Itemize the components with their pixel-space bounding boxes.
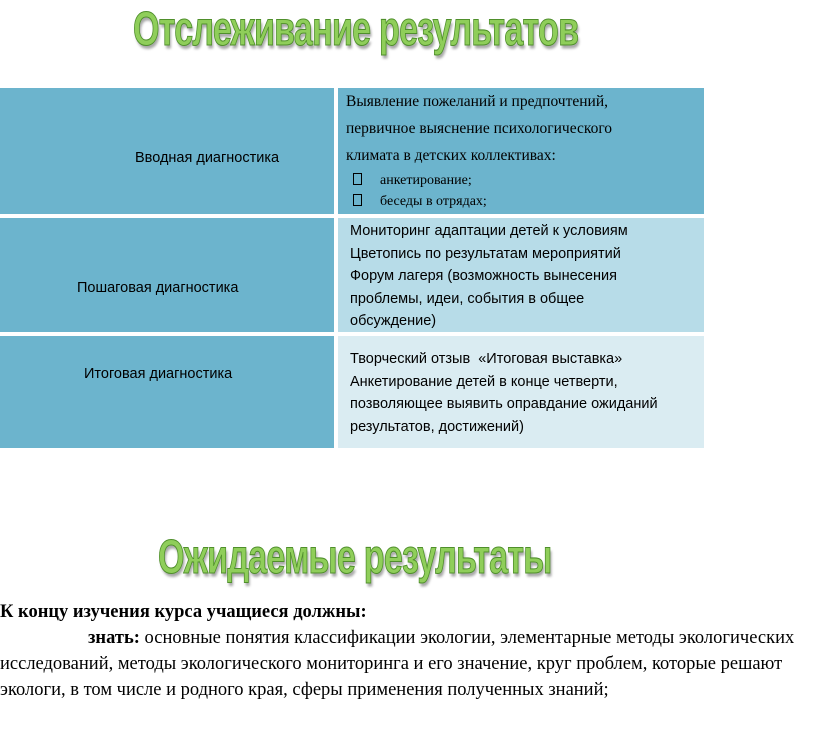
table-row bbox=[0, 88, 705, 214]
cell-line: результатов, достижений) bbox=[350, 418, 524, 435]
cell-line: первичное выяснение психологического bbox=[346, 120, 613, 137]
section-title: Ожидаемые результаты bbox=[158, 529, 552, 584]
cell-line: Анкетирование детей в конце четверти, bbox=[350, 373, 618, 390]
table-row-header bbox=[0, 336, 334, 448]
table-cell bbox=[338, 218, 704, 332]
know-text: основные понятия классификации экологии, элементарные методы экологических исследований, методы экологического мониторинга и его значение, круг проблем, которые решают экологи, в том числе и родного края, сферы применения полученных знаний; bbox=[0, 628, 795, 700]
intro-paragraph bbox=[0, 599, 810, 625]
table-row bbox=[0, 218, 705, 332]
cell-text bbox=[350, 220, 628, 333]
list-item bbox=[353, 170, 487, 191]
checkbox-bullet-icon bbox=[353, 194, 362, 206]
cell-line: позволяющее выявить оправдание ожиданий bbox=[350, 396, 658, 412]
cell-line: обсуждение) bbox=[350, 313, 437, 329]
intro-text: К концу изучения курса учащиеся должны: bbox=[0, 602, 367, 622]
cell-text bbox=[350, 348, 658, 438]
table-row-header bbox=[0, 218, 334, 332]
cell-line: Форум лагеря (возможность вынесения bbox=[350, 268, 617, 284]
cell-line: Мониторинг адаптации детей к условиям bbox=[350, 223, 628, 239]
row-label: Пошаговая диагностика bbox=[77, 280, 239, 296]
row-label: Вводная диагностика bbox=[135, 150, 280, 166]
table-row-header bbox=[0, 88, 334, 214]
list-item-label: беседы в отрядах; bbox=[380, 194, 487, 209]
cell-line: Выявление пожеланий и предпочтений, bbox=[346, 93, 609, 110]
bullet-list bbox=[353, 170, 487, 212]
checkbox-bullet-icon bbox=[353, 173, 362, 185]
cell-text bbox=[346, 88, 612, 169]
table-row bbox=[0, 336, 705, 448]
know-label: знать: bbox=[88, 628, 140, 648]
cell-line: Творческий отзыв «Итоговая выставка» bbox=[350, 351, 623, 367]
list-item bbox=[353, 191, 487, 212]
table-cell bbox=[338, 336, 704, 448]
list-item-label: анкетирование; bbox=[380, 173, 472, 188]
cell-line: проблемы, идеи, события в общее bbox=[350, 290, 585, 307]
row-label: Итоговая диагностика bbox=[84, 366, 233, 382]
body-text bbox=[0, 599, 810, 703]
know-paragraph bbox=[0, 625, 810, 703]
page-title: Отслеживание результатов bbox=[133, 1, 579, 56]
table-cell bbox=[338, 88, 704, 214]
diagnostics-table bbox=[0, 88, 705, 448]
cell-line: климата в детских коллективах: bbox=[346, 147, 556, 164]
cell-line: Цветопись по результатам мероприятий bbox=[350, 245, 621, 262]
